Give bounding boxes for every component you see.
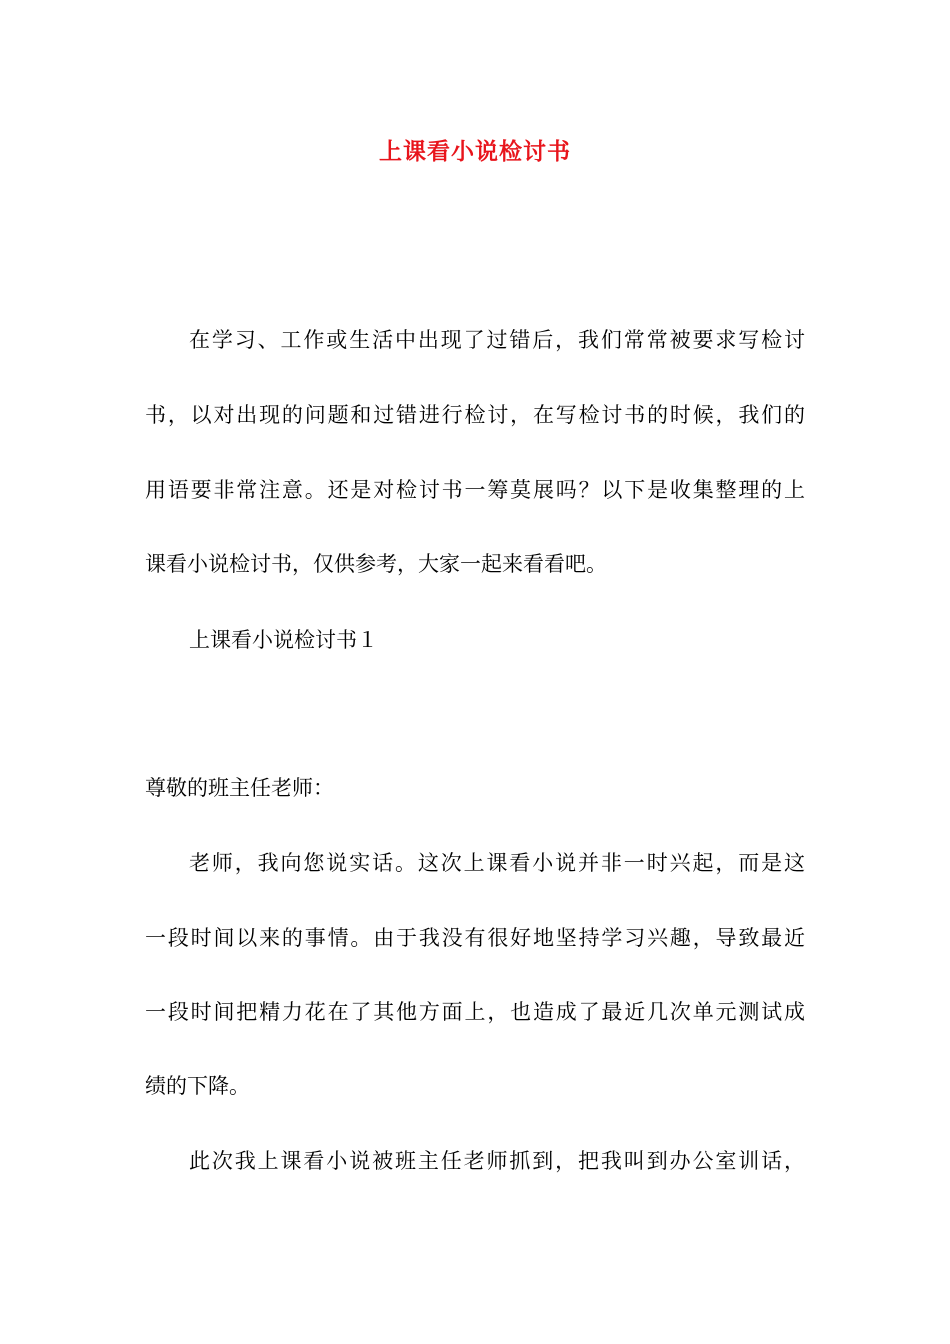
salutation: 尊敬的班主任老师：: [145, 776, 334, 800]
paragraph-line: 一段时间把精力花在了其他方面上，也造成了最近几次单元测试成: [145, 1000, 805, 1024]
paragraph-line: 在学习、工作或生活中出现了过错后，我们常常被要求写检讨: [189, 328, 805, 352]
paragraph-line: 绩的下降。: [145, 1074, 250, 1098]
paragraph-line: 老师，我向您说实话。这次上课看小说并非一时兴起，而是这: [189, 851, 805, 875]
document-title: 上课看小说检讨书: [379, 138, 571, 165]
paragraph-line: 用语要非常注意。还是对检讨书一筹莫展吗？以下是收集整理的上: [145, 478, 805, 502]
paragraph-line: 一段时间以来的事情。由于我没有很好地坚持学习兴趣，导致最近: [145, 926, 805, 950]
paragraph-line: 此次我上课看小说被班主任老师抓到，把我叫到办公室训话，: [189, 1149, 805, 1173]
paragraph-line: 书，以对出现的问题和过错进行检讨，在写检讨书的时候，我们的: [145, 403, 805, 427]
section-heading: 上课看小说检讨书１: [189, 628, 378, 652]
paragraph-line: 课看小说检讨书，仅供参考，大家一起来看看吧。: [145, 552, 607, 576]
